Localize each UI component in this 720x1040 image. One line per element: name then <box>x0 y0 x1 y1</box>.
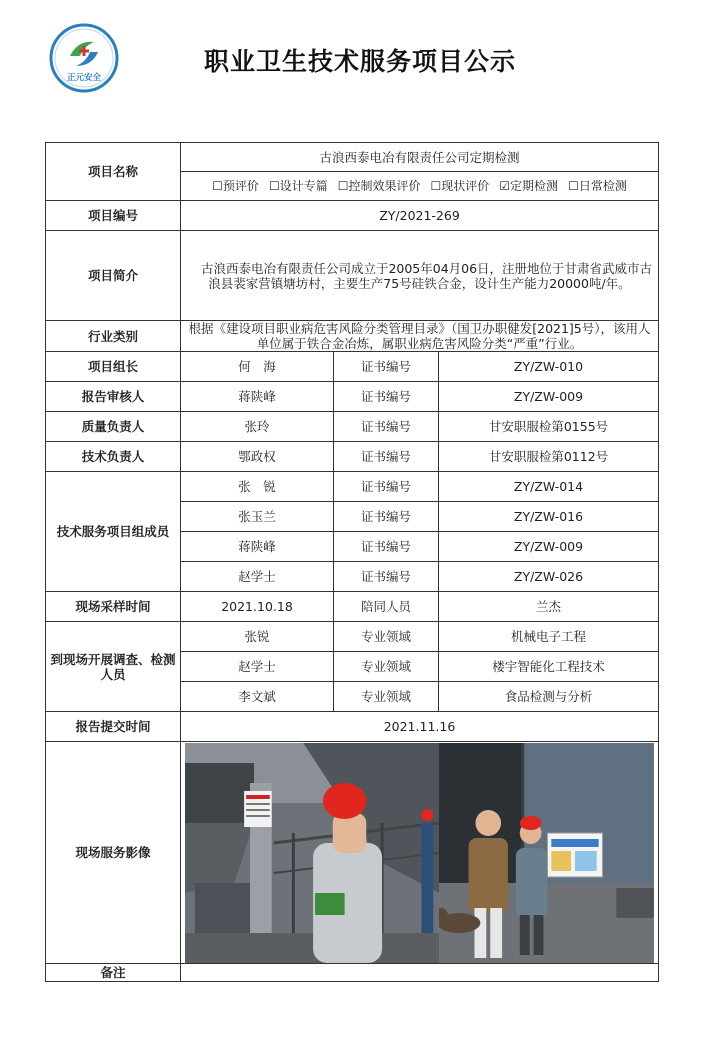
project-type-option-label: 现状评价 <box>441 178 490 193</box>
photos-label: 现场服务影像 <box>46 742 181 964</box>
survey-member-name: 张锐 <box>181 622 334 652</box>
project-name: 古浪西泰电冶有限责任公司定期检测 <box>181 143 659 172</box>
project-type-option <box>499 179 558 194</box>
field-value: 楼宇智能化工程技术 <box>439 652 659 682</box>
logo-text: 正元安全 <box>66 73 102 83</box>
site-photo-left <box>185 743 439 963</box>
project-type-option-label: 设计专篇 <box>279 178 328 193</box>
project-table <box>45 142 659 982</box>
industry-text: 根据《建设项目职业病危害风险分类管理目录》（国卫办职健发[2021]5号），该用人单位属于铁合金冶炼，属职业病危害风险分类“严重”行业。 <box>181 321 659 352</box>
industry-label: 行业类别 <box>46 321 181 352</box>
team-member-name: 张 锐 <box>181 472 334 502</box>
photos-cell <box>181 742 659 964</box>
sampling-time-label: 现场采样时间 <box>46 592 181 622</box>
cert-number: ZY/ZW-010 <box>439 352 659 382</box>
project-intro <box>181 231 659 321</box>
unchecked-box-icon: ☐ <box>268 178 280 193</box>
checked-box-icon: ☑ <box>499 178 511 193</box>
role-label: 技术负责人 <box>46 442 181 472</box>
cert-number: 甘安职服检第0155号 <box>439 412 659 442</box>
team-label: 技术服务项目组成员 <box>46 472 181 592</box>
cert-label: 证书编号 <box>334 382 439 412</box>
cert-label: 证书编号 <box>334 562 439 592</box>
person-name: 蒋陕峰 <box>181 382 334 412</box>
cert-number: ZY/ZW-009 <box>439 382 659 412</box>
cert-label: 证书编号 <box>334 352 439 382</box>
team-member-name: 蒋陕峰 <box>181 532 334 562</box>
project-type-option <box>269 179 328 194</box>
team-member-name: 赵学士 <box>181 562 334 592</box>
survey-label: 到现场开展调查、检测人员 <box>46 622 181 712</box>
report-date: 2021.11.16 <box>181 712 659 742</box>
sampling-date: 2021.10.18 <box>181 592 334 622</box>
cert-number: ZY/ZW-016 <box>439 502 659 532</box>
cert-label: 证书编号 <box>334 412 439 442</box>
project-type-option-label: 控制效果评价 <box>348 178 421 193</box>
cert-label: 证书编号 <box>334 472 439 502</box>
project-intro-text: 古浪西泰电冶有限责任公司成立于2005年04月06日，注册地位于甘肃省武威市古浪县裴家营镇塘坊村，主要生产75号硅铁合金，设计生产能力20000吨/年。 <box>200 260 653 291</box>
field-label: 专业领域 <box>334 652 439 682</box>
project-type-option-label: 定期检测 <box>510 178 559 193</box>
remarks-value <box>181 964 659 982</box>
field-value: 机械电子工程 <box>439 622 659 652</box>
unchecked-box-icon: ☐ <box>430 178 442 193</box>
team-member-name: 张玉兰 <box>181 502 334 532</box>
project-type-option <box>212 179 259 194</box>
person-name: 鄂政权 <box>181 442 334 472</box>
survey-member-name: 赵学士 <box>181 652 334 682</box>
project-name-label: 项目名称 <box>46 143 181 201</box>
person-name: 张玲 <box>181 412 334 442</box>
cert-number: ZY/ZW-009 <box>439 532 659 562</box>
role-label: 报告审核人 <box>46 382 181 412</box>
person-name: 何 海 <box>181 352 334 382</box>
cert-number: ZY/ZW-014 <box>439 472 659 502</box>
field-label: 专业领域 <box>334 682 439 712</box>
role-label: 质量负责人 <box>46 412 181 442</box>
companion-label: 陪同人员 <box>334 592 439 622</box>
project-intro-label: 项目简介 <box>46 231 181 321</box>
survey-member-name: 李文斌 <box>181 682 334 712</box>
project-type-option-label: 预评价 <box>222 178 259 193</box>
cert-label: 证书编号 <box>334 502 439 532</box>
unchecked-box-icon: ☐ <box>337 178 349 193</box>
project-type-option <box>431 179 490 194</box>
project-number: ZY/2021-269 <box>181 201 659 231</box>
project-type-option <box>338 179 421 194</box>
page-title: 职业卫生技术服务项目公示 <box>203 47 516 76</box>
field-value: 食品检测与分析 <box>439 682 659 712</box>
project-type-option <box>568 179 627 194</box>
unchecked-box-icon: ☐ <box>212 178 223 193</box>
cert-number: ZY/ZW-026 <box>439 562 659 592</box>
unchecked-box-icon: ☐ <box>568 178 579 193</box>
project-type-options <box>181 172 659 201</box>
role-label: 项目组长 <box>46 352 181 382</box>
remarks-label: 备注 <box>46 964 181 982</box>
field-label: 专业领域 <box>334 622 439 652</box>
companion-name: 兰杰 <box>439 592 659 622</box>
cert-label: 证书编号 <box>334 532 439 562</box>
project-type-option-label: 日常检测 <box>578 178 627 193</box>
site-photo-right <box>439 743 654 963</box>
cert-label: 证书编号 <box>334 442 439 472</box>
report-time-label: 报告提交时间 <box>46 712 181 742</box>
project-number-label: 项目编号 <box>46 201 181 231</box>
cert-number: 甘安职服检第0112号 <box>439 442 659 472</box>
